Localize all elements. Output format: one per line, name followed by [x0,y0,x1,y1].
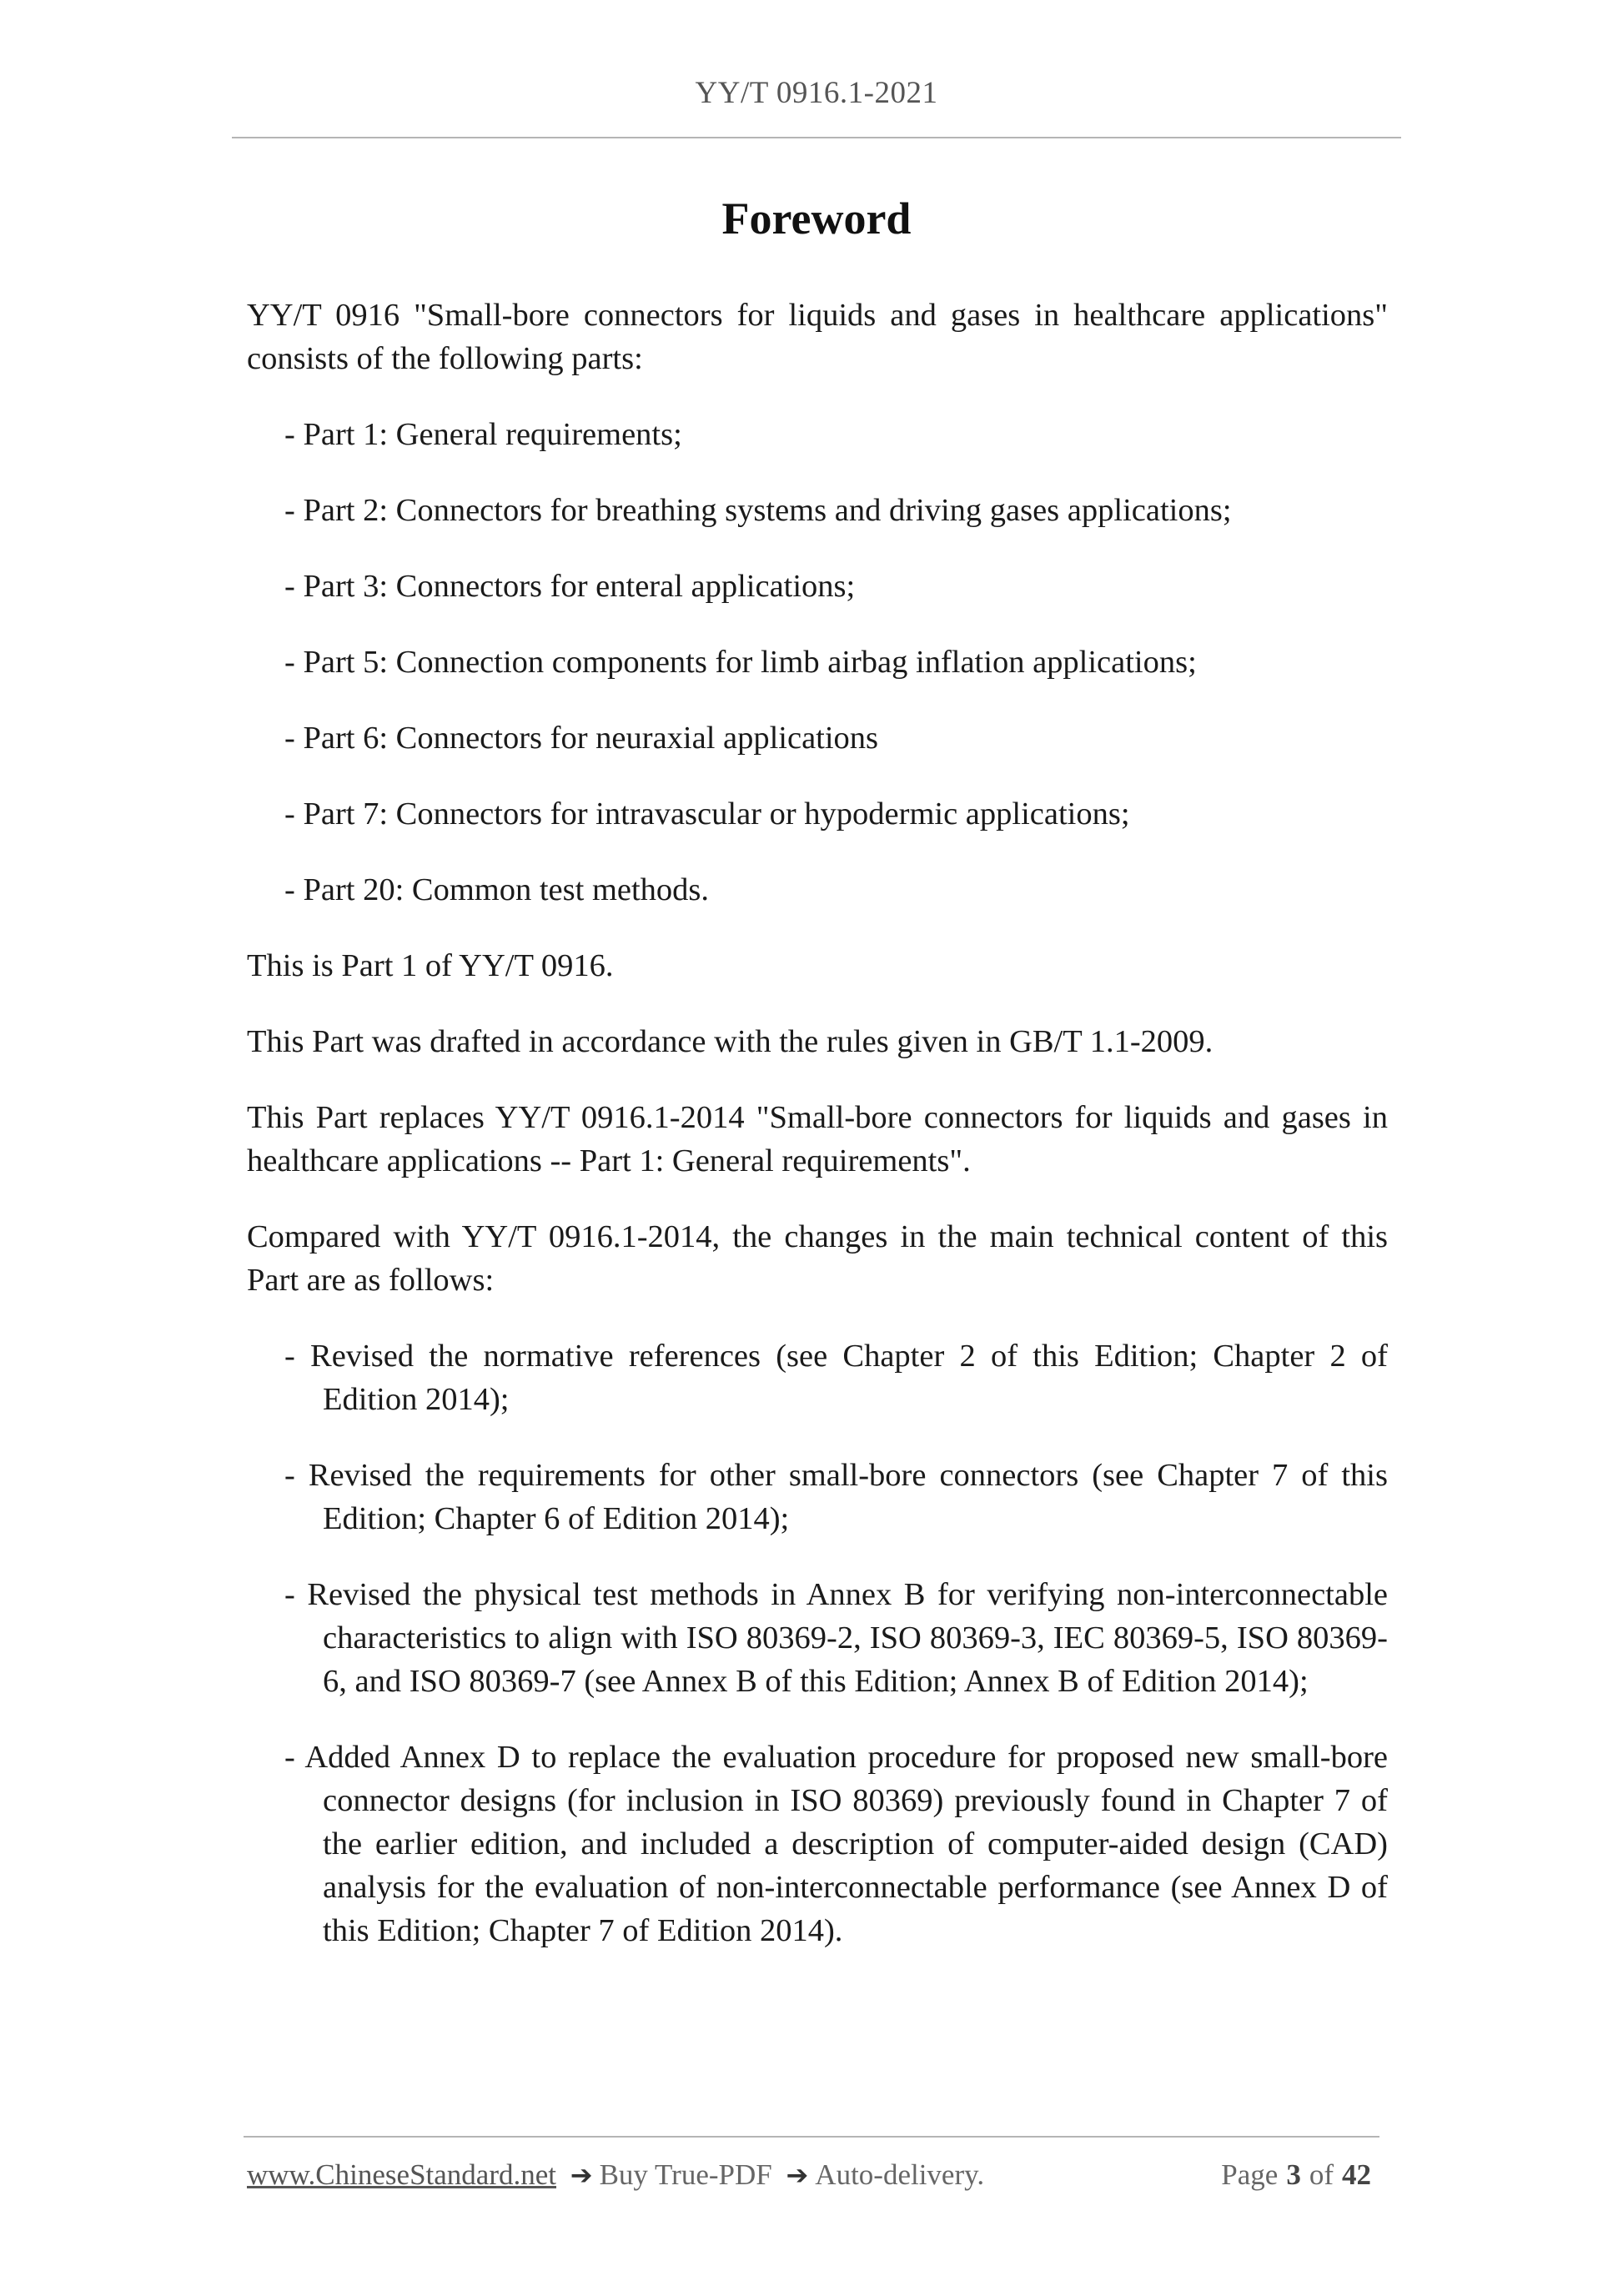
list-item: - Part 5: Connection components for limb airbag inflation applications; [284,645,1197,680]
buy-text: Buy True-PDF [599,2158,772,2191]
page-of: of [1309,2158,1334,2191]
page-footer [247,2158,1379,2192]
page-total: 42 [1342,2158,1371,2191]
intro-paragraph: YY/T 0916 "Small-bore connectors for liquids and gases in healthcare applications" consists of the following parts: [247,298,1388,376]
right-arrow-icon: ➔ [570,2159,593,2191]
list-item: - Part 7: Connectors for intravascular or hypodermic applications; [284,796,1130,831]
statement-paragraph: Compared with YY/T 0916.1-2014, the changes in the main technical content of this Part are as follows: [247,1219,1388,1298]
header-divider [232,137,1401,138]
page-current: 3 [1286,2158,1301,2191]
statement-paragraph: This Part was drafted in accordance with the rules given in GB/T 1.1-2009. [247,1024,1213,1059]
list-item: - Part 2: Connectors for breathing systems and driving gases applications; [284,493,1232,528]
list-item: - Revised the physical test methods in Annex B for verifying non-interconnectable characteristics to align with ISO 80369-2, ISO 80369-3, IEC 80369-5, ISO 80369-6, and ISO 80369-7 (see Annex B of this Edition; Annex B of Edition 2014); [284,1577,1388,1699]
page-header: YY/T 0916.1-2021 [695,76,938,110]
list-item: - Revised the normative references (see Chapter 2 of this Edition; Chapter 2 of Edition 2014); [284,1339,1388,1417]
document-body [247,294,1388,1985]
delivery-text: Auto-delivery. [815,2158,985,2191]
list-item: - Part 3: Connectors for enteral applications; [284,569,856,604]
list-item: - Part 20: Common test methods. [284,872,710,907]
page-number [1221,2158,1379,2192]
list-item: - Added Annex D to replace the evaluation procedure for proposed new small-bore connector designs (for inclusion in ISO 80369) previously found in Chapter 7 of the earlier edition, and included a description of computer-aided design (CAD) analysis for the evaluation of non-interconnectable performance (see Annex D of this Edition; Chapter 7 of Edition 2014). [284,1740,1388,1948]
footer-divider [244,2136,1379,2138]
website-link[interactable]: www.ChineseStandard.net [247,2158,556,2191]
right-arrow-icon: ➔ [786,2159,809,2191]
list-item: - Part 1: General requirements; [284,417,682,452]
changes-list [247,1334,1388,1952]
list-item: - Part 6: Connectors for neuraxial applications [284,721,879,756]
statement-paragraph: This Part replaces YY/T 0916.1-2014 "Small-bore connectors for liquids and gases in healthcare applications -- Part 1: General requirements". [247,1100,1388,1178]
page-label: Page [1221,2158,1279,2191]
page-title: Foreword [721,193,912,244]
list-item: - Revised the requirements for other small-bore connectors (see Chapter 7 of this Edition; Chapter 6 of Edition 2014); [284,1458,1388,1536]
parts-list [247,413,1388,912]
footer-promo [247,2158,984,2192]
statement-paragraph: This is Part 1 of YY/T 0916. [247,948,614,983]
